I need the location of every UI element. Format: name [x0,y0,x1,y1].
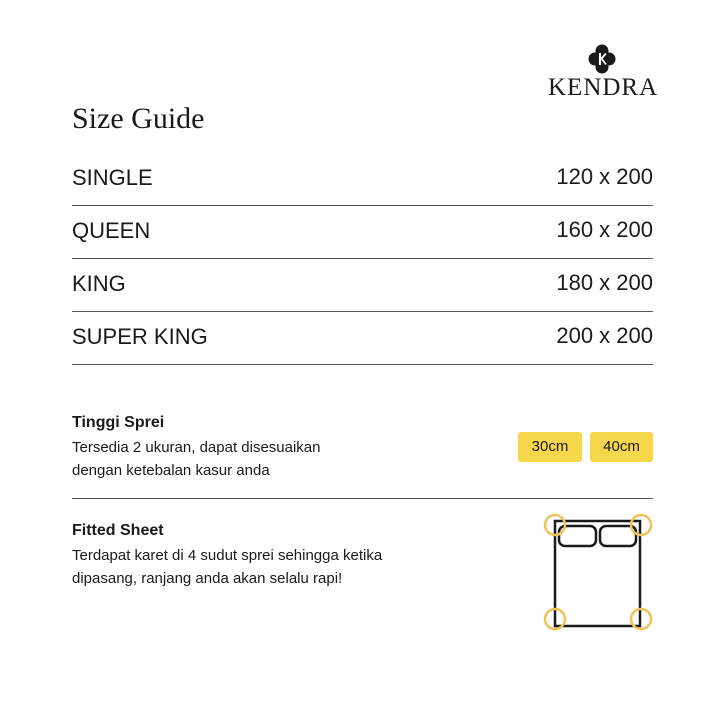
bed-corners-icon [540,512,658,634]
brand-logo [548,44,659,101]
size-name: KING [72,271,126,296]
size-row-super-king [72,312,653,365]
size-dimension: 180 x 200 [556,270,653,295]
size-row-single [72,153,653,206]
size-name: SINGLE [72,165,153,190]
size-dimension: 200 x 200 [556,323,653,348]
size-name: SUPER KING [72,324,208,349]
fitted-sheet-title: Fitted Sheet [72,522,164,539]
brand-name: KENDRA [548,74,659,101]
description-line: Tersedia 2 ukuran, dapat disesuaikan [72,439,321,456]
tinggi-sprei-title: Tinggi Sprei [72,414,165,431]
description-line: dengan ketebalan kasur anda [72,462,270,479]
tinggi-sprei-description [72,436,432,482]
size-row-king [72,259,653,312]
fitted-sheet-description [72,544,472,590]
size-dimension: 160 x 200 [556,217,653,242]
flower-k-logo-icon [588,44,616,74]
description-line: Terdapat karet di 4 sudut sprei sehingga ketika [72,547,383,564]
section-divider [72,498,653,499]
size-row-queen [72,206,653,259]
size-dimension: 120 x 200 [556,164,653,189]
size-name: QUEEN [72,218,151,243]
height-option-30cm: 30cm [518,432,582,462]
description-line: dipasang, ranjang anda akan selalu rapi! [72,570,343,587]
height-option-40cm: 40cm [590,432,653,462]
page-title: Size Guide [72,102,205,135]
